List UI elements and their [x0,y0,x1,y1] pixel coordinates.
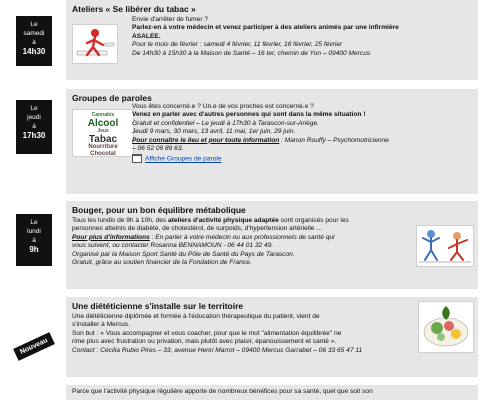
badge-time: 17h30 [22,131,46,140]
text-line: rime plus avec frustration ou privation, mais plutôt avec plaisir, épanouissement et santé ». [72,338,337,346]
section-bouger [66,201,478,289]
text-line: Parlez-en à votre médecin et venez participer à des ateliers animés par une infirmière [132,24,399,32]
info-text: : En parler à votre médecin ou aux professionnels de santé qui [149,233,335,241]
badge-time: 14h30 [22,47,46,56]
badge-time: 9h [29,245,39,254]
section-title: Bouger, pour un bon équilibre métabolique [72,205,246,215]
section-body [72,388,476,396]
info-contact: : Manon Rouffy – Psychomotricienne [279,136,389,144]
info-label: Pour connaître le lieu et pour toute information [132,136,280,144]
badge-line: Le [30,219,38,226]
text-line: Organisé par la Maison Sport Santé du Pôle de Santé du Pays de Tarascon. [72,250,295,258]
text-line: Gratuit et confidentiel – Le jeudi à 17h30 à Tarascon-sur-Ariège. [132,119,319,127]
text-line: personnes atteints de diabète, de cholestérol, de surpoids, d'hypertension artérielle ... [72,225,322,233]
text-line: Vous êtes concerné.e ? Un.e de vos proches est concerné.e ? [132,103,314,110]
poster-word: Alcool [87,118,119,129]
addictions-poster-image [72,109,134,157]
healthy-food-image [418,301,474,353]
stop-smoking-image [72,24,118,64]
section-title: Groupes de paroles [72,93,152,103]
section-body [132,16,474,58]
badge-line: à [32,237,36,244]
text-line: – 06 52 09 89 63. [132,145,184,153]
text-line: Son but : « Vous accompagner et vous coacher, pour que le mot "alimentation équilibrée" ne [72,329,342,337]
text-line: Contact : Cécilia Rubio Pires – 33, avenue Henri Marrot – 09400 Mercus Garrabet – 06 33 65 47 11 [72,346,363,354]
badge-day: jeudi [27,114,41,121]
text-line: Pour le mois de février : samedi 4 février, 11 février, 18 février, 25 février [132,41,343,49]
section-activite-physique [66,385,478,400]
badge-day: lundi [27,228,41,235]
text-part: ateliers d'activité physique adaptée [168,217,279,224]
section-body [132,103,476,164]
nouveau-badge: Nouveau [13,332,55,361]
section-body [72,217,412,267]
text-line: Jeudi 9 mars, 30 mars, 13 avril, 11 mai, 1er juin, 29 juin. [132,128,296,136]
section-tabac [66,0,478,80]
badge-line: à [32,123,36,130]
text-line: Venez en parler avec d'autres personnes qui sont dans la même situation ! [132,111,366,119]
poster-word: Cannabis [91,112,115,118]
text-line: Une diététicienne diplômée et formée à l'éducation thérapeutique du patient, vient de [72,313,320,320]
poster-word: Jeux [97,128,109,134]
affiche-link[interactable]: Affiche Groupes de parole [145,155,222,163]
text-line: ASALEE. [132,32,161,40]
section-dieteticienne [66,297,478,377]
text-line: vous suivent, ou contacter Rosanna BENNAMOUN - 06 44 01 32 49. [72,242,274,250]
poster-word: Tabac [88,134,118,145]
folder-icon [132,154,142,163]
date-badge-jeudi [16,100,52,154]
poster-word: Nourriture [88,144,118,150]
poster-word: Chocolat [90,151,116,157]
badge-line: à [32,39,36,46]
date-badge-samedi [16,16,52,66]
text-part: Tous les lundis de 9h à 10h, des [72,217,169,224]
badge-line: Le [30,105,38,112]
text-line: s'installer à Mercus. [72,321,131,329]
info-label: Pour plus d'informations [72,233,150,241]
date-badge-lundi [16,214,52,266]
text-line: Gratuit, grâce au soutien financier de la Fondation de France. [72,259,252,267]
section-title: Une diététicienne s'installe sur le territoire [72,301,244,311]
section-groupes-paroles [66,89,478,194]
text-line: Parce que l'activité physique régulière apporte de nombreux bénéfices pour sa santé, quel que soit son [72,388,373,395]
text-line: De 14h30 à 15h30 à la Maison de Santé – 16 ter, chemin de Yon – 09400 Mercus [132,49,371,57]
text-line: Envie d'arrêter de fumer ? [132,16,209,23]
badge-line: Le [30,21,38,28]
section-title: Ateliers « Se libérer du tabac » [72,4,196,14]
exercise-illustration [416,225,474,267]
badge-day: samedi [23,30,45,37]
section-body [72,313,414,355]
text-part: sont organisés pour les [278,217,349,224]
